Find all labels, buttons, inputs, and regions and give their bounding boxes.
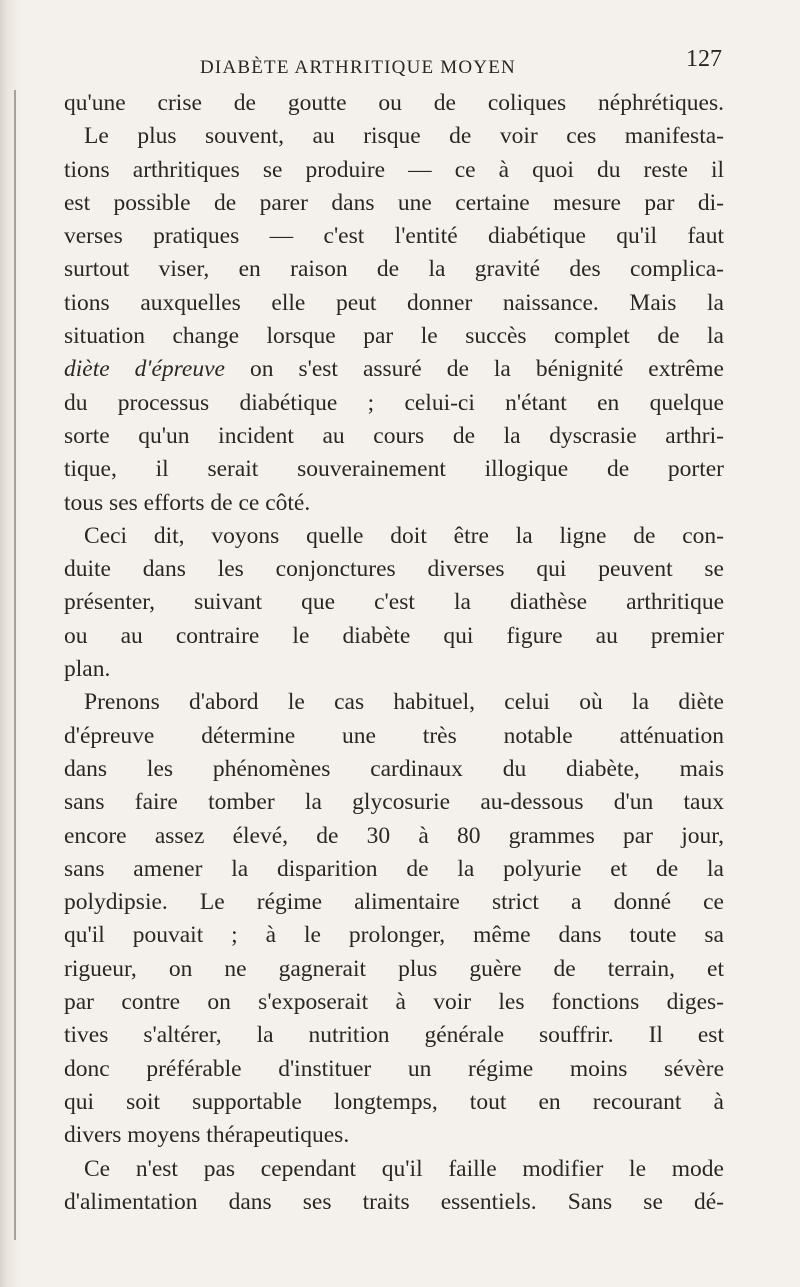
text-line: est possible de parer dans une certaine mesure par di- xyxy=(64,189,724,216)
text-line: par contre on s'exposerait à voir les fonctions diges- xyxy=(64,989,724,1016)
text-line: surtout viser, en raison de la gravité des complica- xyxy=(64,256,724,283)
page-number: 127 xyxy=(686,46,722,72)
text-line: présenter, suivant que c'est la diathèse arthritique xyxy=(64,589,724,616)
text-line: Le plus souvent, au risque de voir ces manifesta- xyxy=(84,123,724,150)
text-line: tous ses efforts de ce côté. xyxy=(64,489,311,516)
text-line: Ce n'est pas cependant qu'il faille modifier le mode xyxy=(84,1155,724,1182)
text-line: Prenons d'abord le cas habituel, celui où la diète xyxy=(84,689,724,716)
text-line: qui soit supportable longtemps, tout en recourant à xyxy=(64,1088,724,1115)
text-line: ou au contraire le diabète qui figure au premier xyxy=(64,622,724,649)
text-line: d'alimentation dans ses traits essentiels. Sans se dé- xyxy=(64,1188,724,1215)
text-line: sorte qu'un incident au cours de la dyscrasie arthri- xyxy=(64,422,724,449)
text-line: qu'une crise de goutte ou de coliques néphrétiques. xyxy=(64,90,724,116)
text-line: duite dans les conjonctures diverses qui peuvent se xyxy=(64,556,724,583)
text-line-rest: on s'est assuré de la bénignité extrême xyxy=(224,356,724,383)
body-text xyxy=(64,87,724,1219)
text-line: tives s'altérer, la nutrition générale souffrir. Il est xyxy=(64,1022,724,1049)
text-line: Ceci dit, voyons quelle doit être la ligne de con- xyxy=(84,522,724,549)
text-line: encore assez élevé, de 30 à 80 grammes par jour, xyxy=(64,822,724,849)
text-line: sans faire tomber la glycosurie au-dessous d'un taux xyxy=(64,789,724,816)
text-line: rigueur, on ne gagnerait plus guère de terrain, et xyxy=(64,955,724,982)
text-line: du processus diabétique ; celui-ci n'étant en quelque xyxy=(64,389,724,416)
text-line: polydipsie. Le régime alimentaire strict a donné ce xyxy=(64,889,724,916)
text-line: divers moyens thérapeutiques. xyxy=(64,1122,350,1149)
text-line xyxy=(64,353,724,386)
text-line: tions arthritiques se produire — ce à quoi du reste il xyxy=(64,156,724,183)
text-line: dans les phénomènes cardinaux du diabète, mais xyxy=(64,755,724,782)
text-line: donc préférable d'instituer un régime moins sévère xyxy=(64,1055,724,1082)
italic-term: diète d'épreuve xyxy=(64,356,225,383)
text-line: sans amener la disparition de la polyurie et de la xyxy=(64,855,724,882)
text-line: verses pratiques — c'est l'entité diabétique qu'il faut xyxy=(64,223,724,250)
text-line: d'épreuve détermine une très notable atténuation xyxy=(64,722,724,749)
text-line: tique, il serait souverainement illogique de porter xyxy=(64,456,724,483)
text-line: qu'il pouvait ; à le prolonger, même dans toute sa xyxy=(64,922,724,949)
text-line: plan. xyxy=(64,656,111,683)
text-line: tions auxquelles elle peut donner naissance. Mais la xyxy=(64,289,724,316)
running-head: DIABÈTE ARTHRITIQUE MOYEN xyxy=(200,57,516,78)
text-line: situation change lorsque par le succès complet de la xyxy=(64,323,724,350)
